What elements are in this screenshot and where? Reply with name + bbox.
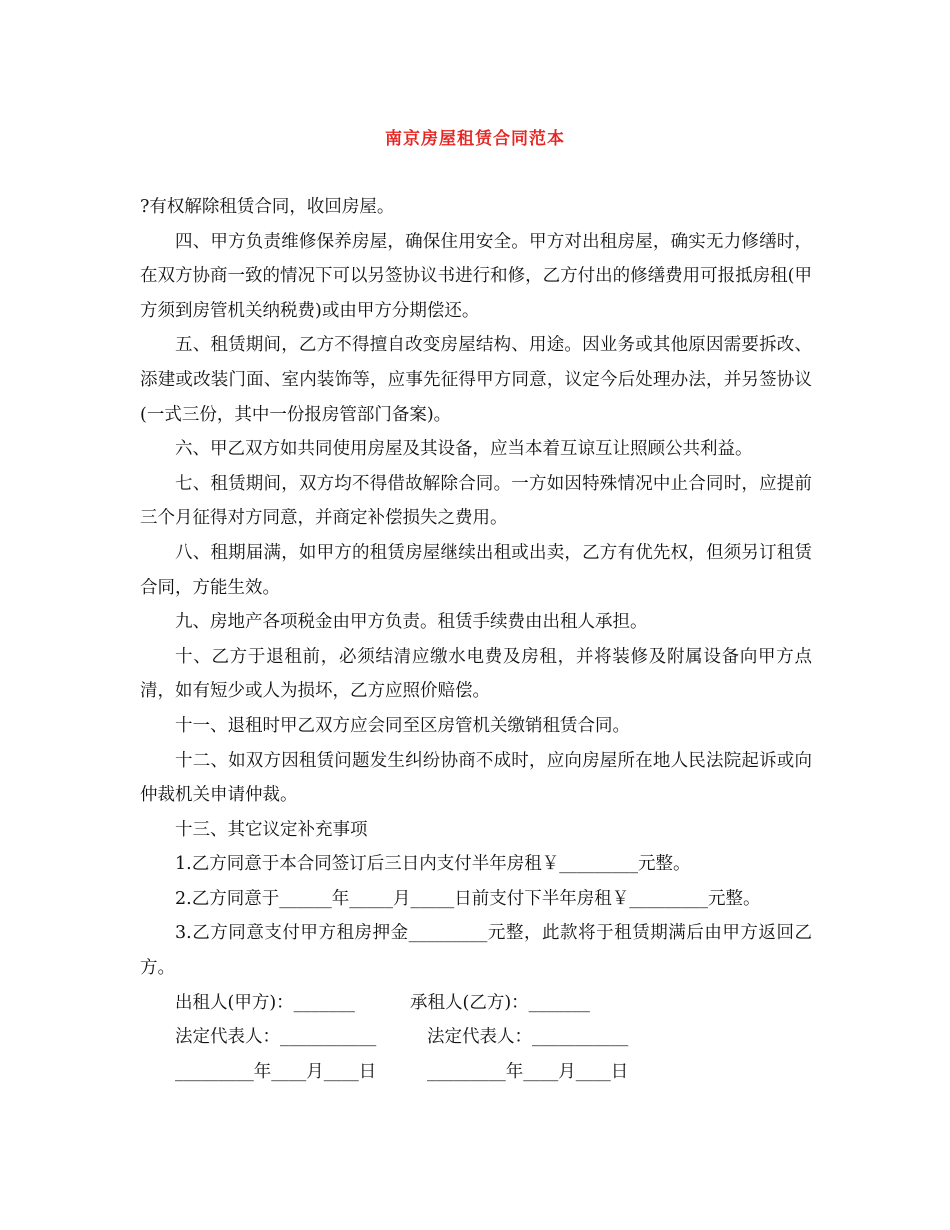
- lessor-date: _________年____月____日: [175, 1061, 377, 1082]
- document-title: 南京房屋租赁合同范本: [385, 129, 565, 149]
- paragraph: 七、租赁期间，双方均不得借故解除合同。一方如因特殊情况中止合同时，应提前三个月征得对方同意，并商定补偿损失之费用。: [140, 473, 812, 529]
- paragraph: 十、乙方于退租前，必须结清应缴水电费及房租，并将装修及附属设备向甲方点清，如有短少或人为损坏，乙方应照价赔偿。: [140, 646, 812, 702]
- paragraph: 五、租赁期间，乙方不得擅自改变房屋结构、用途。因业务或其他原因需要拆改、添建或改装门面、室内装饰等，应事先征得甲方同意，议定今后处理办法，并另签协议(一式三份，其中一份报房管部门备案)。: [140, 335, 812, 425]
- paragraph: 十二、如双方因租赁问题发生纠纷协商不成时，应向房屋所在地人民法院起诉或向仲裁机关申请仲裁。: [140, 750, 812, 806]
- document-body: [140, 190, 812, 1089]
- paragraph: 1.乙方同意于本合同签订后三日内支付半年房租￥_________元整。: [175, 854, 691, 875]
- paragraph: 九、房地产各项税金由甲方负责。租赁手续费由出租人承担。: [175, 612, 648, 633]
- paragraph: 十三、其它议定补充事项: [175, 819, 368, 840]
- signature-row-representatives: [140, 1020, 812, 1055]
- paragraph: ?有权解除租赁合同，收回房屋。: [140, 197, 395, 217]
- paragraph: 十一、退租时甲乙双方应会同至区房管机关缴销租赁合同。: [175, 715, 630, 736]
- paragraph: 八、租期届满，如甲方的租赁房屋继续出租或出卖，乙方有优先权，但须另订租赁合同，方能生效。: [140, 542, 812, 598]
- signature-row-parties: [140, 986, 812, 1021]
- paragraph: 2.乙方同意于______年_____月_____日前支付下半年房租￥_________元整。: [175, 888, 761, 909]
- lessor-signature: 出租人(甲方)：_______: [175, 992, 355, 1013]
- paragraph: 四、甲方负责维修保养房屋，确保住用安全。甲方对出租房屋，确实无力修缮时，在双方协商一致的情况下可以另签协议书进行和修，乙方付出的修缮费用可报抵房租(甲方须到房管机关纳税费)或由甲方分期偿还。: [140, 231, 812, 321]
- lessee-signature: 承租人(乙方)：_______: [410, 992, 590, 1013]
- paragraph: 六、甲乙双方如共同使用房屋及其设备，应当本着互谅互让照顾公共利益。: [175, 439, 753, 460]
- lessor-representative: 法定代表人：___________: [175, 1027, 377, 1048]
- lessee-date: _________年____月____日: [427, 1061, 629, 1082]
- lessee-representative: 法定代表人：___________: [427, 1027, 629, 1048]
- signature-row-dates: [140, 1055, 812, 1090]
- paragraph: 3.乙方同意支付甲方租房押金_________元整，此款将于租赁期满后由甲方返回乙方。: [140, 923, 812, 979]
